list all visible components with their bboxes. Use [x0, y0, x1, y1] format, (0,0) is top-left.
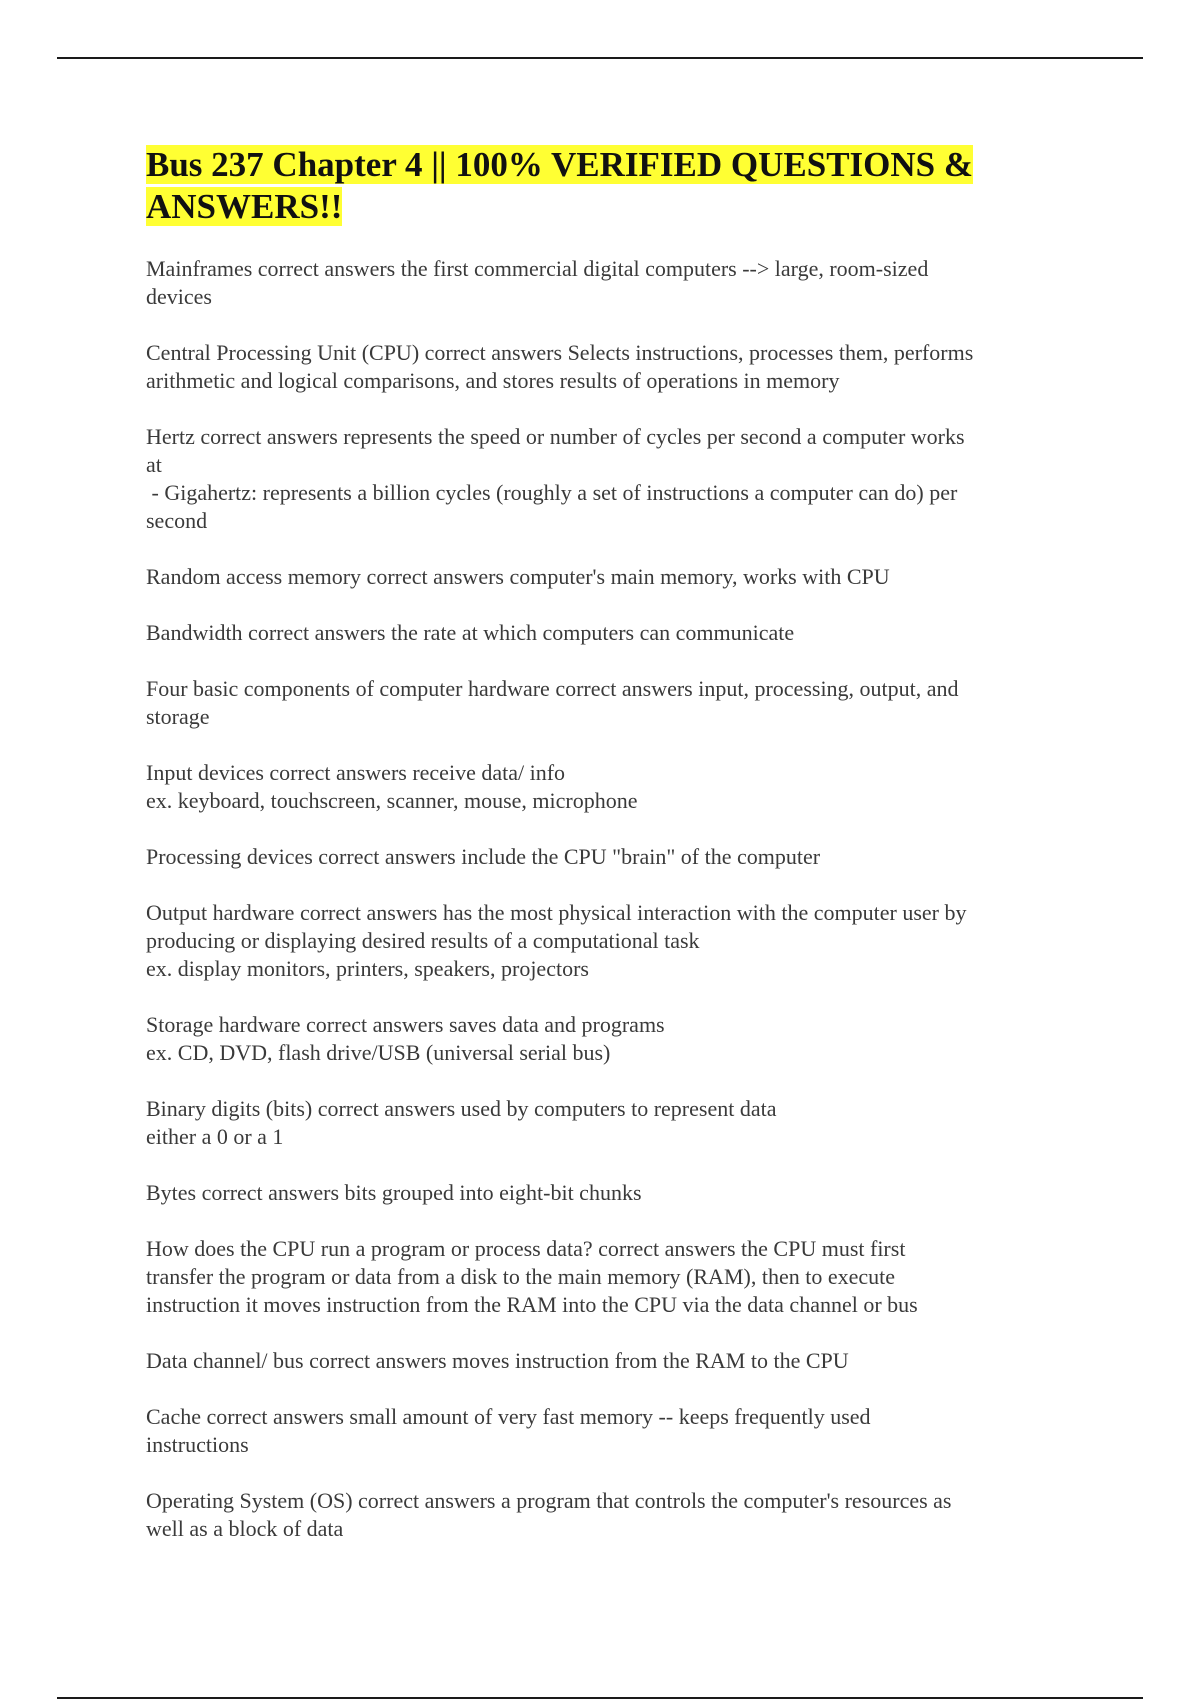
- document-title-highlight: Bus 237 Chapter 4 || 100% VERIFIED QUESTIONS & ANSWERS!!: [146, 145, 974, 226]
- qa-entry-data-channel: Data channel/ bus correct answers moves instruction from the RAM to the CPU: [146, 1348, 849, 1373]
- qa-entry-bytes: Bytes correct answers bits grouped into eight-bit chunks: [146, 1180, 642, 1205]
- qa-entry-binary-digits: Binary digits (bits) correct answers used by computers to represent data either a 0 or a 1: [146, 1096, 777, 1149]
- qa-entry-cache: Cache correct answers small amount of very fast memory -- keeps frequently used instructions: [146, 1404, 871, 1457]
- document-title: [146, 144, 1086, 228]
- bottom-rule: [57, 1697, 1143, 1699]
- qa-entry-cpu-run-program: How does the CPU run a program or process data? correct answers the CPU must first transfer the program or data from a disk to the main memory (RAM), then to execute instruction it moves instruction from the RAM into the CPU via the data channel or bus: [146, 1236, 918, 1317]
- qa-entry-processing-devices: Processing devices correct answers include the CPU "brain" of the computer: [146, 844, 821, 869]
- qa-entry-output-hardware: Output hardware correct answers has the most physical interaction with the computer user by producing or displaying desired results of a computational task ex. display monitors, printers, speakers, projectors: [146, 900, 967, 981]
- qa-entry-mainframes: Mainframes correct answers the first commercial digital computers --> large, room-sized devices: [146, 256, 929, 309]
- qa-entry-hardware-components: Four basic components of computer hardware correct answers input, processing, output, and storage: [146, 676, 959, 729]
- qa-entry-storage-hardware: Storage hardware correct answers saves data and programs ex. CD, DVD, flash drive/USB (universal serial bus): [146, 1012, 665, 1065]
- qa-entry-bandwidth: Bandwidth correct answers the rate at which computers can communicate: [146, 620, 795, 645]
- qa-entry-hertz: Hertz correct answers represents the speed or number of cycles per second a computer works at - Gigahertz: represents a billion cycles (roughly a set of instructions a computer can do) per second: [146, 424, 965, 533]
- qa-entry-operating-system: Operating System (OS) correct answers a program that controls the computer's resources as well as a block of data: [146, 1488, 952, 1541]
- qa-entry-input-devices: Input devices correct answers receive data/ info ex. keyboard, touchscreen, scanner, mouse, microphone: [146, 760, 638, 813]
- qa-entry-cpu: Central Processing Unit (CPU) correct answers Selects instructions, processes them, performs arithmetic and logical comparisons, and stores results of operations in memory: [146, 340, 974, 393]
- top-rule: [57, 57, 1143, 59]
- document-body: [146, 144, 1086, 1571]
- qa-entry-ram: Random access memory correct answers computer's main memory, works with CPU: [146, 564, 890, 589]
